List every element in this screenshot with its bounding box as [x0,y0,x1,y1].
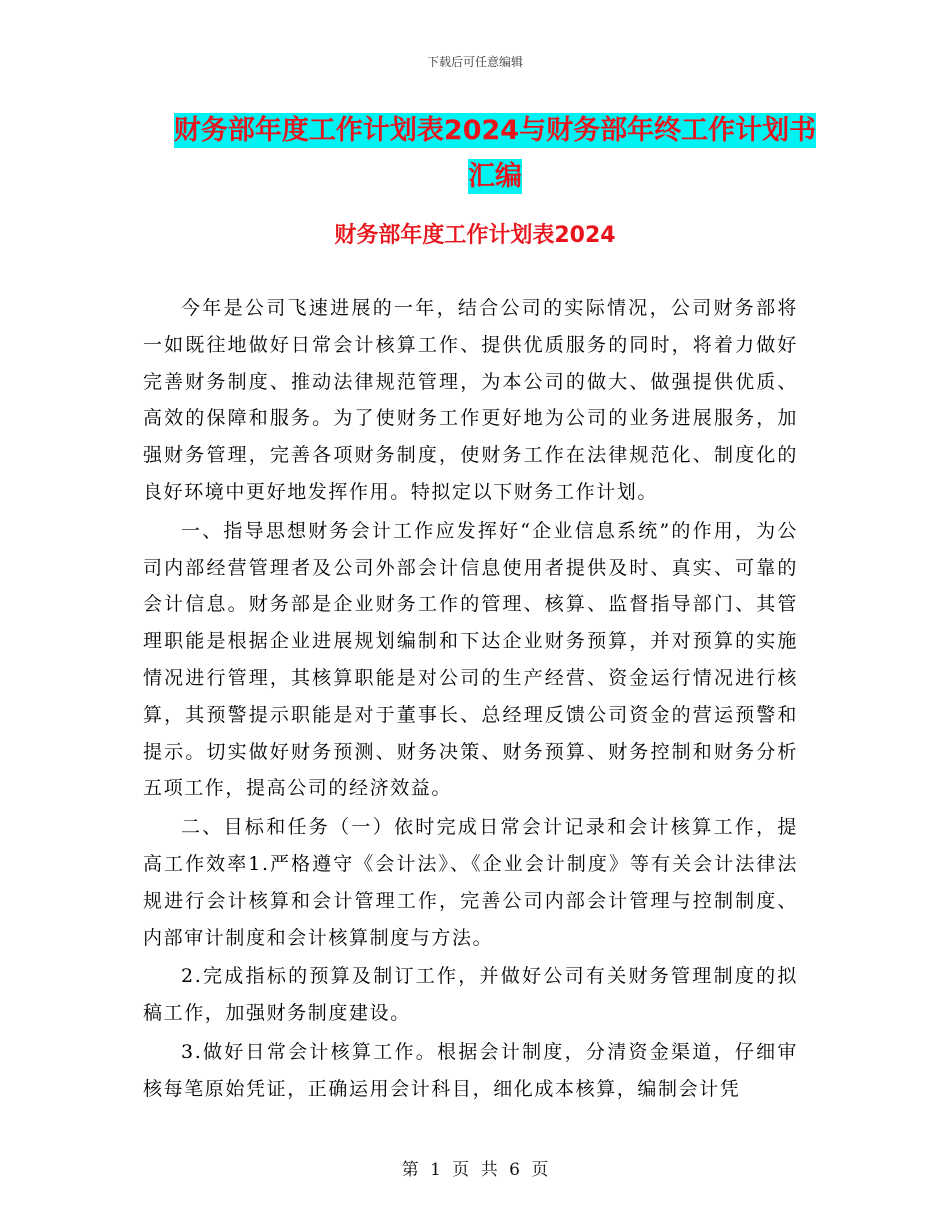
document-title-line-1: 财务部年度工作计划表2024与财务部年终工作计划书 [173,115,817,146]
paragraph: 一、指导思想财务会计工作应发挥好“企业信息系统”的作用，为公司内部经营管理者及公司外部会计信息使用者提供及时、真实、可靠的会计信息。财务部是企业财务工作的管理、核算、监督指导部门、其管理职能是根据企业进展规划编制和下达企业财务预算，并对预算的实施情况进行管理，其核算职能是对公司的生产经营、资金运行情况进行核算，其预警提示职能是对于董事长、总经理反馈公司资金的营运预警和提示。切实做好财务预测、财务决策、财务预算、财务控制和财务分析五项工作，提高公司的经济效益。 [143,519,798,800]
document-title [145,108,845,200]
document-title-line-2: 汇编 [468,161,522,192]
paragraph: 今年是公司飞速进展的一年，结合公司的实际情况，公司财务部将一如既往地做好日常会计核算工作、提供优质服务的同时，将着力做好完善财务制度、推动法律规范管理，为本公司的做大、做强提供优质、高效的保障和服务。为了使财务工作更好地为公司的业务进展服务，加强财务管理，完善各项财务制度，使财务工作在法律规范化、制度化的良好环境中更好地发挥作用。特拟定以下财务工作计划。 [143,297,798,503]
paragraph: 二、目标和任务（一）依时完成日常会计记录和会计核算工作，提高工作效率1.严格遵守《会计法》、《企业会计制度》等有关会计法律法规进行会计核算和会计管理工作，完善公司内部会计管理与控制制度、内部审计制度和会计核算制度与方法。 [143,816,798,949]
footer-label-unit: 页 [452,1160,470,1180]
paragraph: 3.做好日常会计核算工作。根据会计制度，分清资金渠道，仔细审核每笔原始凭证，正确运用会计科目，细化成本核算，编制会计凭 [143,1040,798,1100]
paragraph: 2.完成指标的预算及制订工作，并做好公司有关财务管理制度的拟稿工作，加强财务制度建设。 [143,965,798,1025]
footer-total-pages: 6 [509,1160,520,1180]
section-title: 财务部年度工作计划表2024 [334,223,616,248]
page-header-note: 下载后可任意编辑 [426,55,523,69]
document-body [143,290,798,1108]
footer-label-unit-2: 页 [531,1160,549,1180]
footer-label-page: 第 [401,1160,419,1180]
footer-current-page: 1 [430,1160,441,1180]
footer-label-total: 共 [480,1160,498,1180]
page-footer [0,1155,950,1180]
